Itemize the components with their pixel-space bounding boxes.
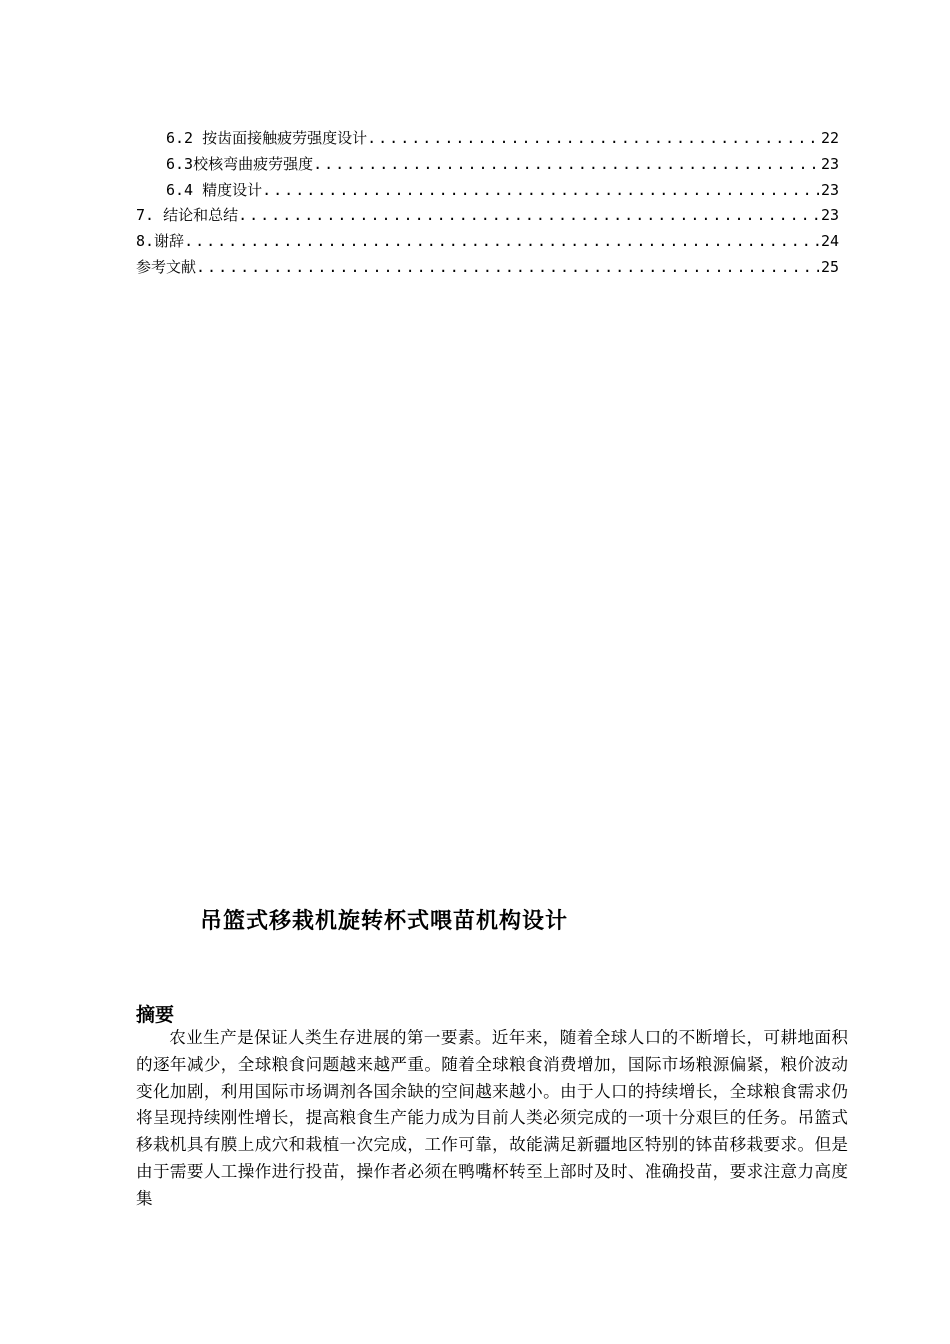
toc-dot-leader — [262, 180, 819, 200]
toc-entry-title: 6.3校核弯曲疲劳强度 — [166, 154, 314, 173]
toc-entry[interactable] — [136, 128, 839, 154]
toc-dot-leader — [238, 205, 819, 225]
toc-dot-leader — [184, 231, 819, 251]
toc-entry-title: 6.4 精度设计 — [166, 180, 263, 199]
toc-entry-title: 参考文献 — [136, 257, 197, 276]
toc-entry-page: 23 — [820, 180, 839, 199]
toc-dot-leader — [313, 154, 819, 174]
toc-entry-page: 22 — [820, 129, 839, 147]
abstract-heading: 摘要 — [136, 1004, 175, 1026]
toc-entry-page: 25 — [820, 257, 839, 276]
toc-dot-leader — [367, 128, 819, 148]
table-of-contents — [136, 128, 839, 283]
toc-entry-title: 6.2 按齿面接触疲劳强度设计 — [166, 129, 368, 147]
toc-entry-title: 7. 结论和总结 — [136, 206, 239, 225]
toc-entry-page: 23 — [820, 154, 839, 173]
toc-entry[interactable] — [136, 154, 839, 180]
toc-dot-leader — [196, 257, 819, 277]
toc-entry-page: 23 — [820, 206, 839, 225]
document-title: 吊篮式移栽机旋转杯式喂苗机构设计 — [200, 909, 569, 934]
toc-entry-title: 8.谢辞 — [136, 232, 185, 251]
toc-entry[interactable] — [136, 231, 839, 257]
abstract-paragraph: 农业生产是保证人类生存进展的第一要素。近年来，随着全球人口的不断增长，可耕地面积的逐年减少，全球粮食问题越来越严重。随着全球粮食消费增加，国际市场粮源偏紧，粮价波动变化加剧，利用国际市场调剂各国余缺的空间越来越小。由于人口的持续增长，全球粮食需求仍将呈现持续刚性增长，提高粮食生产能力成为目前人类必须完成的一项十分艰巨的任务。吊篮式移栽机具有膜上成穴和栽植一次完成，工作可靠，故能满足新疆地区特别的钵苗移栽要求。但是由于需要人工操作进行投苗，操作者必须在鸭嘴杯转至上部时及时、准确投苗，要求注意力高度集 — [136, 1028, 848, 1208]
toc-entry-page: 24 — [820, 232, 839, 251]
toc-entry[interactable] — [136, 180, 839, 206]
toc-entry[interactable] — [136, 205, 839, 231]
toc-entry[interactable] — [136, 257, 839, 283]
